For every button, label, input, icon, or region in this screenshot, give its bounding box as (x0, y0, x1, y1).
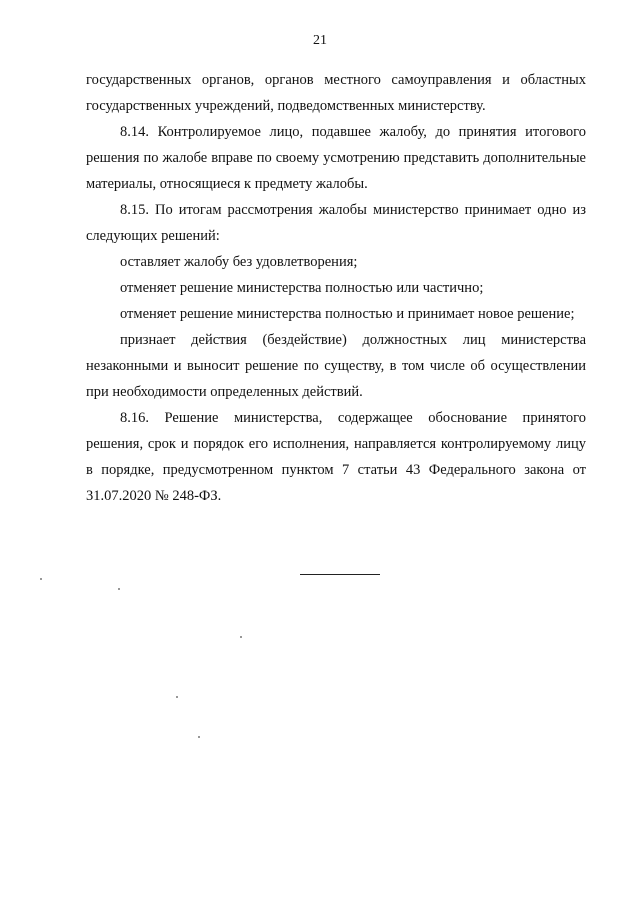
decision-option-4: признает действия (бездействие) должностных лиц министерства незаконными и выносит решение по существу, в том числе об осуществлении при необходимости определенных действий. (86, 332, 586, 400)
decision-option-2: отменяет решение министерства полностью или частично; (120, 280, 484, 296)
page-number: 21 (313, 33, 327, 48)
scan-speck (240, 636, 242, 638)
scan-speck (118, 588, 120, 590)
scan-speck (198, 736, 200, 738)
paragraph-8-16: 8.16. Решение министерства, содержащее обоснование принятого решения, срок и порядок его исполнения, направляется контролируемому лицу в порядке, предусмотренном пунктом 7 статьи 43 Федерального закона от 31.07.2020 № 248-ФЗ. (86, 410, 586, 504)
paragraph-8-14: 8.14. Контролируемое лицо, подавшее жалобу, до принятия итогового решения по жалобе вправе по своему усмотрению представить дополнительные материалы, относящиеся к предмету жалобы. (86, 124, 586, 192)
end-of-document-line (300, 574, 380, 575)
decision-option-1: оставляет жалобу без удовлетворения; (120, 254, 358, 270)
paragraph-8-15: 8.15. По итогам рассмотрения жалобы министерство принимает одно из следующих решений: (86, 202, 586, 244)
document-body (86, 67, 586, 509)
scan-speck (40, 578, 42, 580)
paragraph-continuation: государственных органов, органов местного самоуправления и областных государственных учреждений, подведомственных министерству. (86, 72, 586, 114)
decision-option-3: отменяет решение министерства полностью и принимает новое решение; (120, 306, 575, 322)
scan-speck (176, 696, 178, 698)
